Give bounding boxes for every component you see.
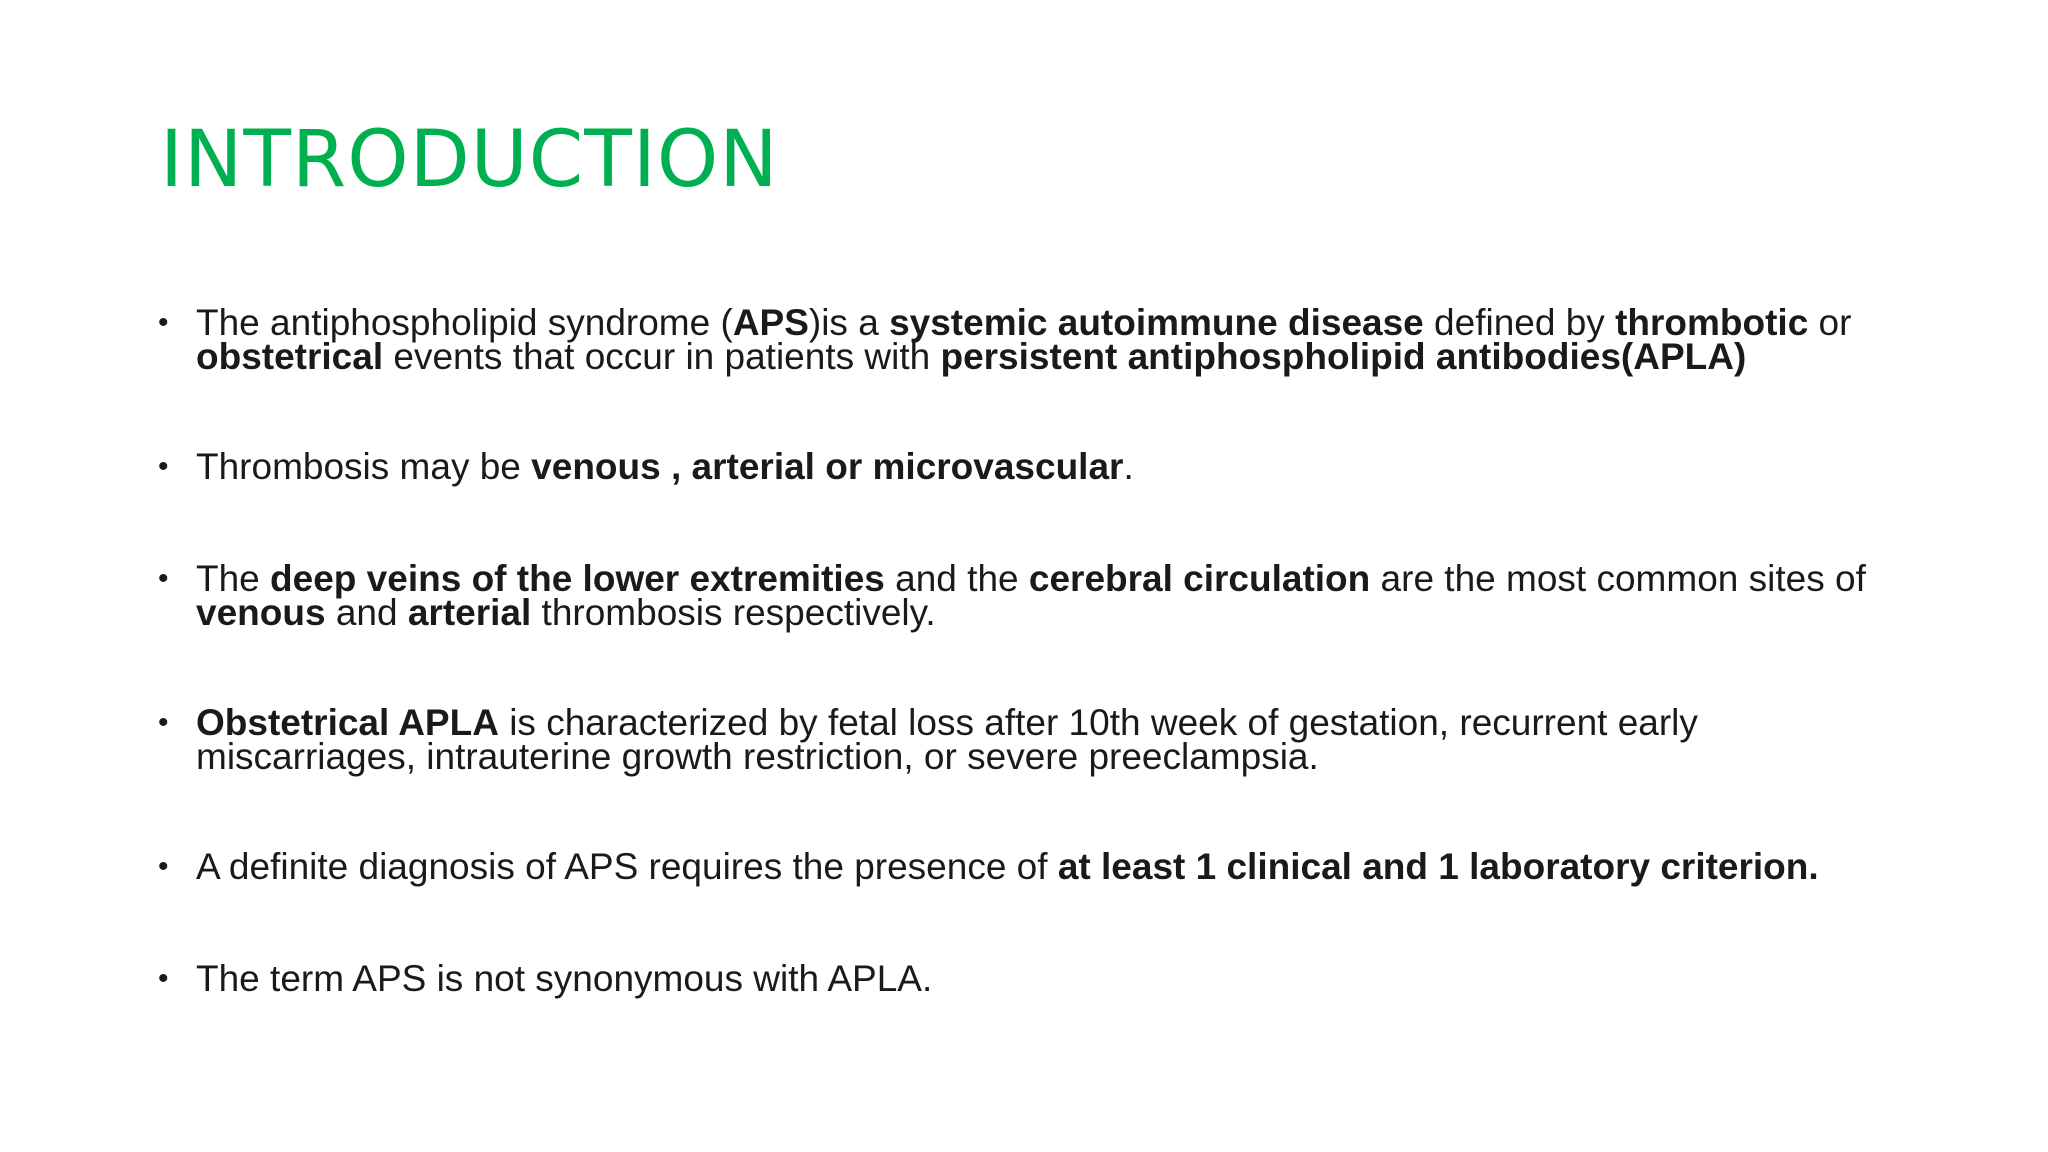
bullet-segment-bold: at least 1 clinical and 1 laboratory criterion.	[1057, 846, 1819, 887]
slide-title: INTRODUCTION	[160, 115, 779, 205]
bullet-segment: Thrombosis may be	[196, 446, 532, 487]
bullet-text	[196, 446, 1134, 487]
bullet-segment: The	[196, 558, 271, 599]
bullet-segment-bold: APS	[732, 302, 809, 343]
bullet-text	[196, 846, 1819, 887]
bullet-segment-bold: venous , arterial or microvascular	[531, 446, 1124, 487]
bullet-segment-bold: systemic autoimmune disease	[889, 302, 1424, 343]
bullet-item	[150, 446, 1910, 487]
bullet-dot-icon: •	[158, 306, 169, 339]
bullet-segment: )is a	[808, 302, 890, 343]
bullet-segment: events that occur in patients with	[383, 336, 941, 377]
bullet-segment-bold: cerebral circulation	[1028, 558, 1371, 599]
bullet-segment: thrombosis respectively.	[531, 592, 936, 633]
bullet-segment: The antiphospholipid syndrome (	[196, 302, 733, 343]
bullet-text	[196, 302, 1851, 377]
bullet-segment: are the most common sites of	[1370, 558, 1866, 599]
bullet-segment: A definite diagnosis of APS requires the presence of	[196, 846, 1058, 887]
bullet-segment: The term APS is not synonymous with APLA.	[196, 958, 933, 999]
bullet-text	[196, 958, 932, 999]
bullet-segment: .	[1123, 446, 1134, 487]
bullet-segment: and	[325, 592, 408, 633]
bullet-segment: or	[1808, 302, 1852, 343]
bullet-segment-bold: persistent antiphospholipid antibodies(APLA)	[940, 336, 1747, 377]
bullet-item	[150, 558, 1910, 633]
bullet-item	[150, 958, 1910, 999]
bullet-segment: and the	[884, 558, 1029, 599]
bullet-item	[150, 702, 1910, 777]
bullet-segment: defined by	[1423, 302, 1616, 343]
bullet-segment-bold: obstetrical	[196, 336, 384, 377]
bullet-item	[150, 302, 1910, 377]
bullet-dot-icon: •	[158, 706, 169, 739]
bullet-segment: is characterized by fetal loss after 10th week of gestation, recurrent early miscarriages, intrauterine growth restriction, or severe preeclampsia.	[196, 702, 1698, 777]
bullet-item	[150, 846, 1910, 887]
bullet-text	[196, 558, 1866, 633]
bullet-list	[150, 302, 1910, 1074]
bullet-dot-icon: •	[158, 562, 169, 595]
bullet-segment-bold: deep veins of the lower extremities	[270, 558, 885, 599]
bullet-dot-icon: •	[158, 450, 169, 483]
bullet-segment-bold: thrombotic	[1615, 302, 1809, 343]
bullet-segment-bold: venous	[196, 592, 326, 633]
bullet-dot-icon: •	[158, 850, 169, 883]
bullet-segment-bold: arterial	[407, 592, 532, 633]
bullet-dot-icon: •	[158, 962, 169, 995]
bullet-text	[196, 702, 1698, 777]
bullet-segment-bold: Obstetrical APLA	[196, 702, 499, 743]
